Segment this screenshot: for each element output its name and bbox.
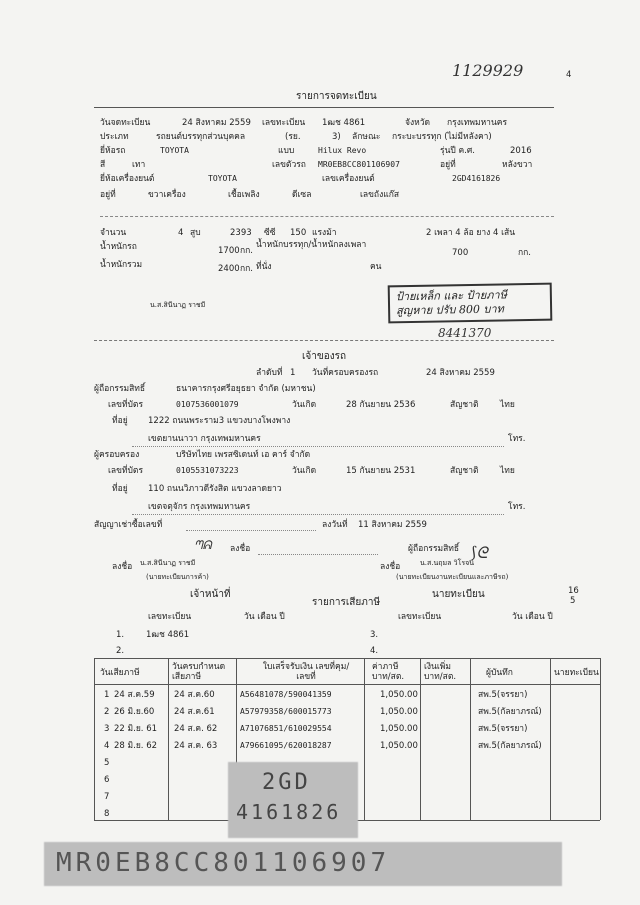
cc: 2393 [230,228,252,238]
divider [94,107,554,108]
registrar-role: นายทะเบียน [432,589,485,600]
occupy-date: 24 สิงหาคม 2559 [426,368,495,378]
row-recorder: สพ.5(กัลยาภรณ์) [478,707,542,717]
row-recorder: สพ.5(กัลยาภรณ์) [478,741,542,751]
occupant-label: ผู้ครอบครอง [94,450,140,460]
tax-col-reg-2: เลขทะเบียน [398,612,442,622]
color: เทา [132,160,146,170]
axles: 2 เพลา 4 ล้อ ยาง 4 เส้น [426,228,516,238]
page-mark-2: 5 [570,596,576,606]
officer-role: เจ้าหน้าที่ [190,589,231,600]
table-border [94,684,600,685]
model-label: แบบ [278,146,295,156]
seq-label: ลำดับที่ [256,368,283,378]
id-label: เลขที่บัตร [108,400,144,410]
col-registrar: นายทะเบียน [554,668,599,678]
chassis-at-label: อยู่ที่ [440,160,456,170]
id: 0107536001079 [176,400,239,409]
tax-title: รายการเสียภาษี [312,597,381,608]
col-surcharge: เงินเพิ่ม บาท/สต. [424,662,457,682]
page-number: 4 [566,70,572,80]
col-tax: ค่าภาษี บาท/สต. [372,662,405,682]
row-due-date: 24 ส.ค.61 [174,707,215,717]
engine-brand: TOYOTA [208,174,237,183]
gas-label: เลขถังแก๊ส [360,190,400,200]
birth-label-2: วันเกิด [292,466,317,476]
address-line-2: เขตยานนาวา กรุงเทพมหานคร [148,434,261,444]
engine-no: 2GD4161826 [452,174,501,183]
signature-officer: ᘉᕱ [194,538,212,552]
engine-brand-label: ยี่ห้อเครื่องยนต์ [100,174,155,184]
row-number: 6 [104,775,110,785]
id-2: 0105531073223 [176,466,239,475]
load: 700 [452,248,469,258]
id-label-2: เลขที่บัตร [108,466,144,476]
row-number: 2 [104,707,110,717]
row-recorder: สพ.5(จรรยา) [478,724,528,734]
owner-role: ผู้ถือกรรมสิทธิ์ [408,544,460,554]
reg-row-number-2: 3. [370,630,379,640]
tax-col-reg: เลขทะเบียน [148,612,192,622]
owner-title: เจ้าของรถ [302,351,347,362]
dotted-line [132,514,504,515]
tel-label: โทร. [508,434,526,444]
row-receipt: A57979358/600015773 [240,707,332,716]
table-border [94,658,95,820]
address-2-line-1: 110 ถนนวิภาวดีรังสิต แขวงลาดยาว [148,484,282,494]
registrar-title: (นายทะเบียนงานทะเบียนและภาษีรถ) [396,573,509,581]
seat-unit: คน [370,262,382,272]
table-border [600,658,601,820]
row-receipt: A56481078/590041359 [240,690,332,699]
page-mark-1: 16 [568,586,579,596]
row-receipt: A79661095/620018287 [240,741,332,750]
reg-row-number: 1. [116,630,125,640]
col-paid-date: วันเสียภาษี [100,668,140,678]
row-due-date: 24 ส.ค. 62 [174,724,218,734]
cylinders: 4 [178,228,184,238]
row-tax: 1,050.00 [380,724,418,734]
reg-row-number: 2. [116,646,125,656]
reg-no-label: เลขทะเบียน [262,118,306,128]
officer-name-top: น.ส.สินีนาฏ ราชมี [150,301,206,309]
occupy-date-label: วันที่ครอบครองรถ [312,368,379,378]
address-label: ที่อยู่ [112,416,128,426]
chassis-at: หลังขวา [502,160,533,170]
seq: 1 [290,368,296,378]
chassis-label: เลขตัวรถ [272,160,306,170]
row-paid-date: 26 มิ.ย.60 [114,707,155,717]
col-recorder: ผู้บันทึก [486,668,513,678]
col-receipt: ใบเสร็จรับเงิน เลขที่คุม/เลขที่ [262,662,350,682]
contract-date-label: ลงวันที่ [322,520,348,530]
model: Hilux Revo [318,146,367,155]
dotted-line [258,554,378,555]
reg-no: 1ฒช 4861 [322,118,366,128]
stamp-line-1: ป้ายเหล็ก และ ป้ายภาษี [395,288,508,304]
engine-at-label: อยู่ที่ [100,190,116,200]
dotted-line [186,530,316,531]
address-2-line-2: เขตจตุจักร กรุงเทพมหานคร [148,502,251,512]
year: 2016 [510,146,532,156]
weight-label: น้ำหนักรถ [100,242,137,252]
registrar-person: น.ส.นฤมล วิโรจน์ [420,559,474,567]
fuel-label: เชื้อเพลิง [228,190,260,200]
table-border [364,658,365,820]
divider [100,216,554,217]
weight-unit: กก. [240,246,253,256]
class-label: (รย. [285,132,301,142]
class: 3) [332,132,341,142]
reg-row-plate: 1ฒช 4861 [146,630,190,640]
row-number: 3 [104,724,110,734]
province: กรุงเทพมหานคร [447,118,508,128]
row-number: 4 [104,741,110,751]
engine-rubbing-code: 2GD [262,770,311,795]
tax-col-date-2: วัน เดือน ปี [512,612,553,622]
page-title: รายการจดทะเบียน [296,91,377,102]
stamp-line-2: สูญหาย ปรับ 800 บาท [396,302,504,318]
cylinders-unit: สูบ [190,228,201,238]
table-border [168,658,169,820]
holder-label: ผู้ถือกรรมสิทธิ์ [94,384,146,394]
row-paid-date: 22 มิ.ย. 61 [114,724,158,734]
fuel: ดีเซล [292,190,312,200]
address-label-2: ที่อยู่ [112,484,128,494]
doc-number: 1129929 [452,61,524,80]
brand: TOYOTA [160,146,189,155]
row-tax: 1,050.00 [380,707,418,717]
gross-unit: กก. [240,264,253,274]
birth: 28 กันยายน 2536 [346,400,416,410]
color-label: สี [100,160,106,170]
weight: 1700 [218,246,240,256]
row-number: 7 [104,792,110,802]
tel-label-2: โทร. [508,502,526,512]
type-label: ประเภท [100,132,129,142]
chassis-rubbing-number: MR0EB8CC801106907 [56,848,391,878]
style: กระบะบรรทุก (ไม่มีหลังคา) [392,132,492,142]
row-tax: 1,050.00 [380,690,418,700]
nationality-label: สัญชาติ [450,400,479,410]
dotted-line [132,446,504,447]
engine-at: ขวาเครื่อง [148,190,186,200]
engine-rubbing-number: 4161826 [236,800,342,824]
hp: 150 [290,228,307,238]
gross-label: น้ำหนักรวม [100,260,143,270]
col-due-date: วันครบกำหนดเสียภาษี [172,662,226,682]
table-border [420,658,421,820]
row-number: 8 [104,809,110,819]
sign-label-2: ลงชื่อ [112,562,133,572]
signature-registrar: ⟆ᘓ [470,543,488,562]
address-line-1: 1222 ถนนพระราม3 แขวงบางโพงพาง [148,416,291,426]
chassis: MR0EB8CC801106907 [318,160,400,169]
tax-col-date: วัน เดือน ปี [244,612,285,622]
reg-date: 24 สิงหาคม 2559 [182,118,251,128]
occupant: บริษัทไทย เพรสซิเดนท์ เอ คาร์ จำกัด [176,450,311,460]
province-label: จังหวัด [405,118,431,128]
officer-name: น.ส.สินีนาฏ ราชมี [140,559,196,567]
seat-label: ที่นั่ง [256,262,272,272]
row-tax: 1,050.00 [380,741,418,751]
brand-label: ยี่ห้อรถ [100,146,126,156]
lost-plate-stamp [388,283,553,324]
row-due-date: 24 ส.ค. 63 [174,741,218,751]
contract-label: สัญญาเช่าซื้อเลขที่ [94,520,163,530]
officer-title: (นายทะเบียนการค้า) [146,573,209,581]
row-number: 1 [104,690,110,700]
hp-unit: แรงม้า [312,228,337,238]
table-border [550,658,551,820]
row-paid-date: 24 ส.ค.59 [114,690,155,700]
row-due-date: 24 ส.ค.60 [174,690,215,700]
year-label: รุ่นปี ค.ศ. [440,146,475,156]
birth-label: วันเกิด [292,400,317,410]
load-label: น้ำหนักบรรทุก/น้ำหนักลงเพลา [256,240,367,250]
cylinders-label: จำนวน [100,228,127,238]
sign-label-3: ลงชื่อ [380,562,401,572]
gross: 2400 [218,264,240,274]
table-border [94,658,600,659]
row-number: 5 [104,758,110,768]
nationality: ไทย [500,400,515,410]
reg-date-label: วันจดทะเบียน [100,118,151,128]
holder: ธนาคารกรุงศรีอยุธยา จำกัด (มหาชน) [176,384,316,394]
engine-no-label: เลขเครื่องยนต์ [322,174,375,184]
load-unit: กก. [518,248,531,258]
style-label: ลักษณะ [352,132,381,142]
row-paid-date: 28 มิ.ย. 62 [114,741,158,751]
type: รถยนต์บรรทุกส่วนบุคคล [156,132,246,142]
cc-unit: ซีซี [264,228,276,238]
nationality-label-2: สัญชาติ [450,466,479,476]
row-recorder: สพ.5(จรรยา) [478,690,528,700]
divider [94,340,554,341]
row-receipt: A71076851/610029554 [240,724,332,733]
nationality-2: ไทย [500,466,515,476]
reg-row-number-2: 4. [370,646,379,656]
birth-2: 15 กันยายน 2531 [346,466,416,476]
stamp-number: 8441370 [438,326,492,340]
table-border [470,658,471,820]
contract-date: 11 สิงหาคม 2559 [358,520,427,530]
sign-label-1: ลงชื่อ [230,544,251,554]
